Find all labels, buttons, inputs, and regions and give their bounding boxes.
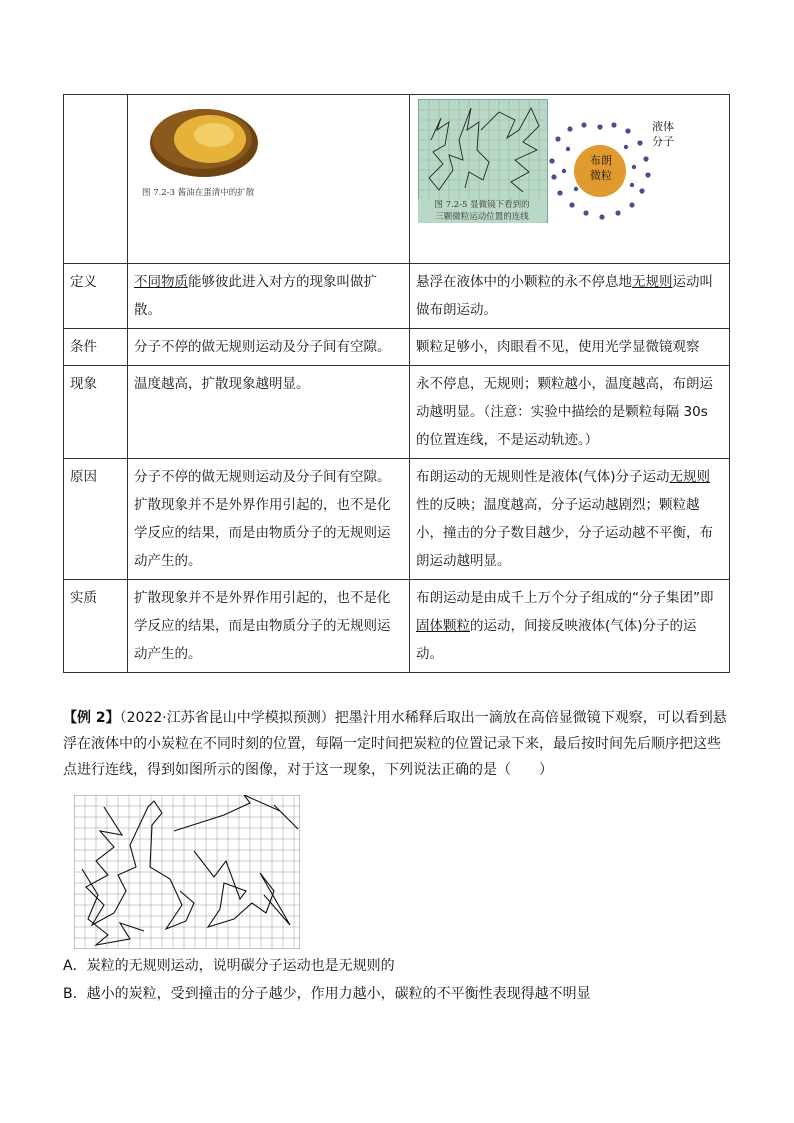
particle-label-line2: 微粒 <box>590 169 612 182</box>
option-a: A．炭粒的无规则运动，说明碳分子运动也是无规则的 <box>63 958 395 974</box>
brownian-caption-line2: 三颗微粒运动位置的连线 <box>435 212 529 222</box>
example-question <box>63 705 733 783</box>
row-condition <box>64 329 730 366</box>
cell-text: 布朗运动是由成千上万个分子组成的“分子集团”即 <box>416 590 714 606</box>
particle-label-line1: 布朗 <box>590 154 612 167</box>
row-phenomenon <box>64 366 730 459</box>
row-label: 实质 <box>64 580 128 673</box>
example-text: （2022·江苏省昆山中学模拟预测）把墨汁用水稀释后取出一滴放在高倍显微镜下观察，可以看到悬浮在液体中的小炭粒在不同时刻的位置，每隔一定时间把炭粒的位置记录下来，最后按时间先后顺序把这些点进行连线，得到如图所示的图像，对于这一现象，下列说法正确的是（ ） <box>63 710 727 778</box>
brownian-caption <box>418 199 546 223</box>
diffusion-cell: 分子不停的做无规则运动及分子间有空隙。扩散现象并不是外界作用引起的，也不是化学反应的结果，而是由物质分子的无规则运动产生的。 <box>128 459 410 580</box>
row-label: 条件 <box>64 329 128 366</box>
liquid-label <box>652 119 674 149</box>
diffusion-cell <box>128 264 410 329</box>
brownian-caption-line1: 图 7.2-5 显微镜下看到的 <box>434 200 530 210</box>
carbon-trajectory-figure <box>74 795 300 949</box>
row-definition <box>64 264 730 329</box>
row-label: 原因 <box>64 459 128 580</box>
particle-label <box>586 153 616 183</box>
egg-figure-cell <box>128 95 410 264</box>
brownian-cell: 永不停息，无规则；颗粒越小，温度越高，布朗运动越明显。（注意：实验中描绘的是颗粒每隔 30s 的位置连线，不是运动轨迹。） <box>410 366 730 459</box>
liquid-label-line1: 液体 <box>652 120 674 133</box>
comparison-table <box>63 94 730 673</box>
cell-text: 性的反映；温度越高，分子运动越剧烈；颗粒越小，撞击的分子数目越少，分子运动越不平衡，布朗运动越明显。 <box>416 497 713 569</box>
brownian-cell: 颗粒足够小，肉眼看不见，使用光学显微镜观察 <box>410 329 730 366</box>
diffusion-cell: 扩散现象并不是外界作用引起的，也不是化学反应的结果，而是由物质分子的无规则运动产生的。 <box>128 580 410 673</box>
row-label: 现象 <box>64 366 128 459</box>
row-cause <box>64 459 730 580</box>
option-b: B．越小的炭粒，受到撞击的分子越少，作用力越小，碳粒的不平衡性表现得越不明显 <box>63 986 591 1002</box>
underlined-text: 无规则 <box>669 469 711 485</box>
underlined-text: 无规则 <box>632 274 673 290</box>
cell-text: 布朗运动的无规则性是液体(气体)分子运动 <box>416 469 670 485</box>
diffusion-cell: 分子不停的做无规则运动及分子间有空隙。 <box>128 329 410 366</box>
underlined-text: 固体颗粒 <box>416 618 470 634</box>
example-tag: 【例 2】 <box>63 710 120 726</box>
brownian-figure-cell <box>410 95 730 264</box>
cell-text: 的运动，间接反映液体(气体)分子的运动。 <box>416 618 697 662</box>
brownian-cell <box>410 459 730 580</box>
row-label: 定义 <box>64 264 128 329</box>
empty-cell <box>64 95 128 264</box>
figure-row <box>64 95 730 264</box>
egg-image <box>148 103 260 179</box>
brownian-cell <box>410 580 730 673</box>
brownian-cell <box>410 264 730 329</box>
diffusion-cell: 温度越高，扩散现象越明显。 <box>128 366 410 459</box>
cell-text: 能够彼此进入对方的现象叫做扩散。 <box>134 274 377 318</box>
row-essence <box>64 580 730 673</box>
cell-text: 悬浮在液体中的小颗粒的永不停息地 <box>416 274 632 290</box>
egg-caption: 图 7.2-3 酱油在蛋清中的扩散 <box>142 188 255 198</box>
cell-text: 运动叫做布朗运动。 <box>416 274 713 318</box>
liquid-label-line2: 分子 <box>652 135 674 148</box>
underlined-text: 不同物质 <box>134 274 188 290</box>
